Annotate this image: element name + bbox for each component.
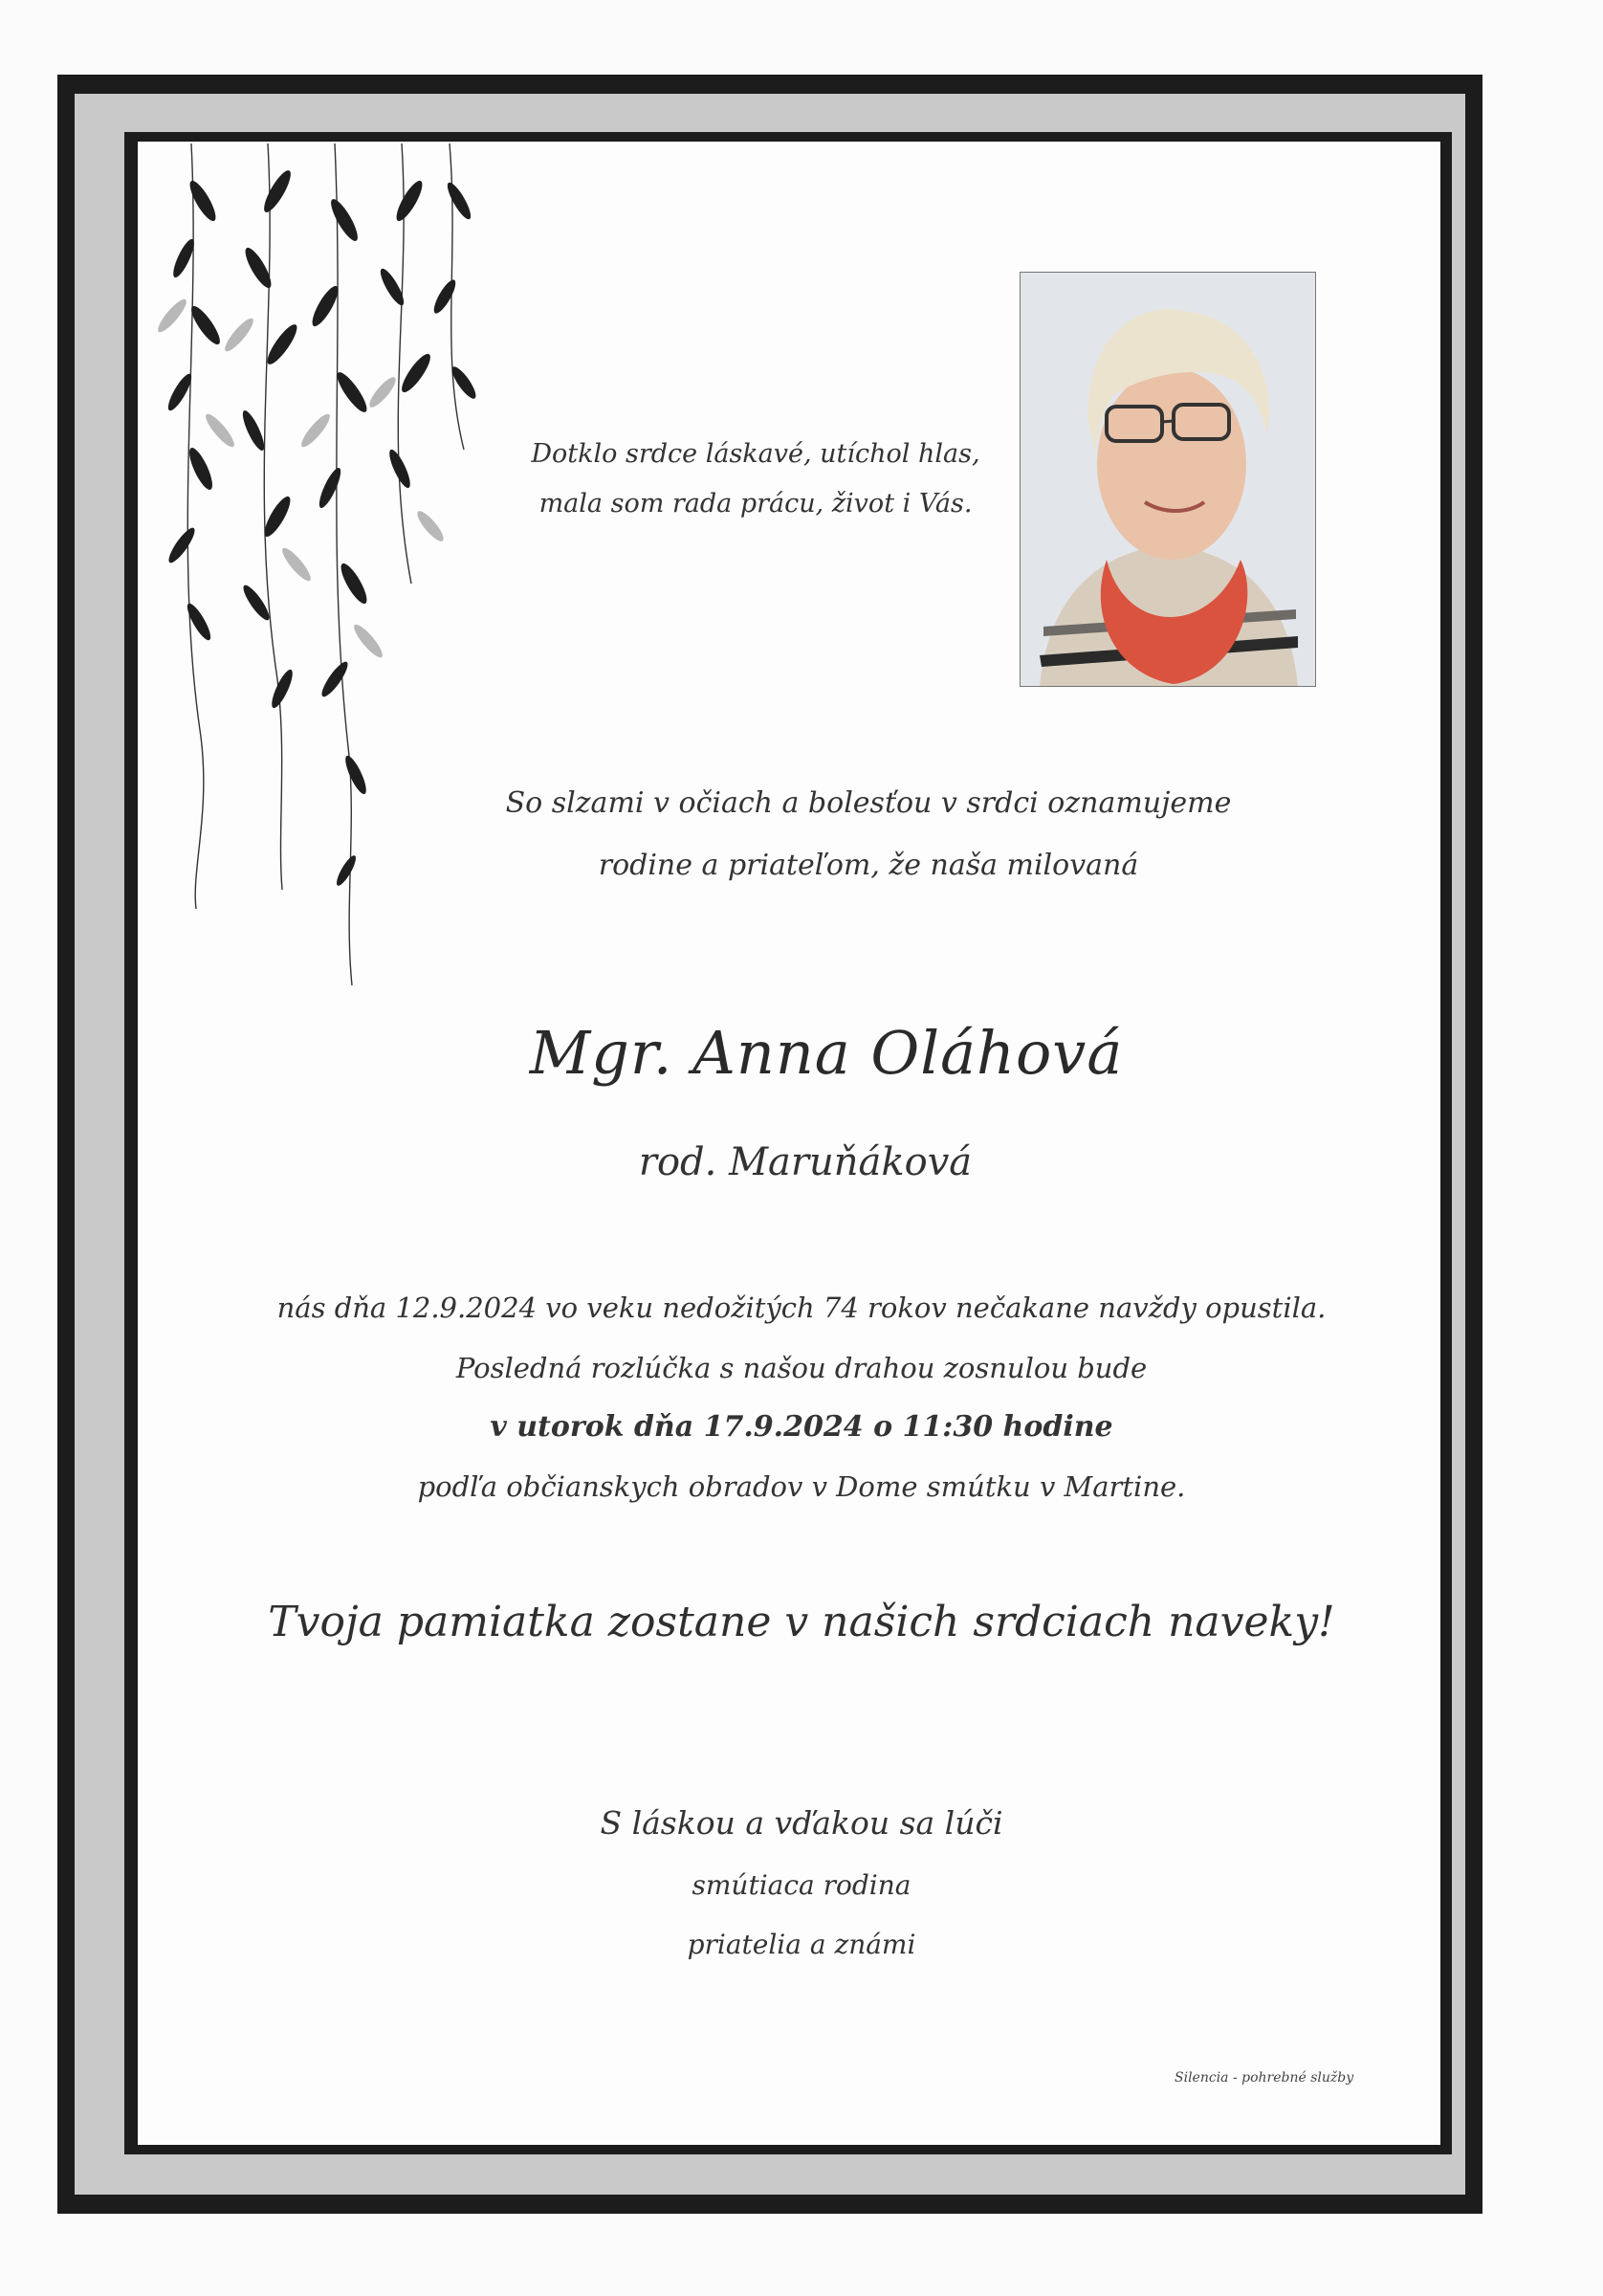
farewell-line-3: priatelia a známi <box>687 1929 916 1960</box>
funeral-service-credit: Silencia - pohrebné služby <box>1175 2070 1354 2086</box>
memory-line: Tvoja pamiatka zostane v našich srdciach naveky! <box>268 1598 1335 1646</box>
willow-branches-decoration <box>134 144 516 1024</box>
quote-line-2: mala som rada prácu, život i Vás. <box>538 489 973 519</box>
details-line-2: Posledná rozlúčka s našou drahou zosnulou bude <box>455 1352 1148 1384</box>
deceased-name: Mgr. Anna Oláhová <box>529 1018 1124 1088</box>
announcement-line-2: rodine a priateľom, že naša milovaná <box>598 849 1139 882</box>
quote-line-1: Dotklo srdce láskavé, utíchol hlas, <box>531 439 980 469</box>
maiden-name: rod. Maruňáková <box>638 1140 973 1184</box>
announcement-line-1: So slzami v očiach a bolesťou v srdci oznamujeme <box>505 786 1232 820</box>
portrait-photo <box>1020 272 1316 687</box>
details-line-1: nás dňa 12.9.2024 vo veku nedožitých 74 rokov nečakane navždy opustila. <box>276 1292 1327 1324</box>
farewell-line-1: S láskou a vďakou sa lúči <box>600 1804 1003 1842</box>
details-line-3: v utorok dňa 17.9.2024 o 11:30 hodine <box>490 1410 1113 1444</box>
farewell-line-2: smútiaca rodina <box>692 1869 911 1901</box>
details-line-4: podľa občianskych obradov v Dome smútku v Martine. <box>417 1470 1186 1503</box>
